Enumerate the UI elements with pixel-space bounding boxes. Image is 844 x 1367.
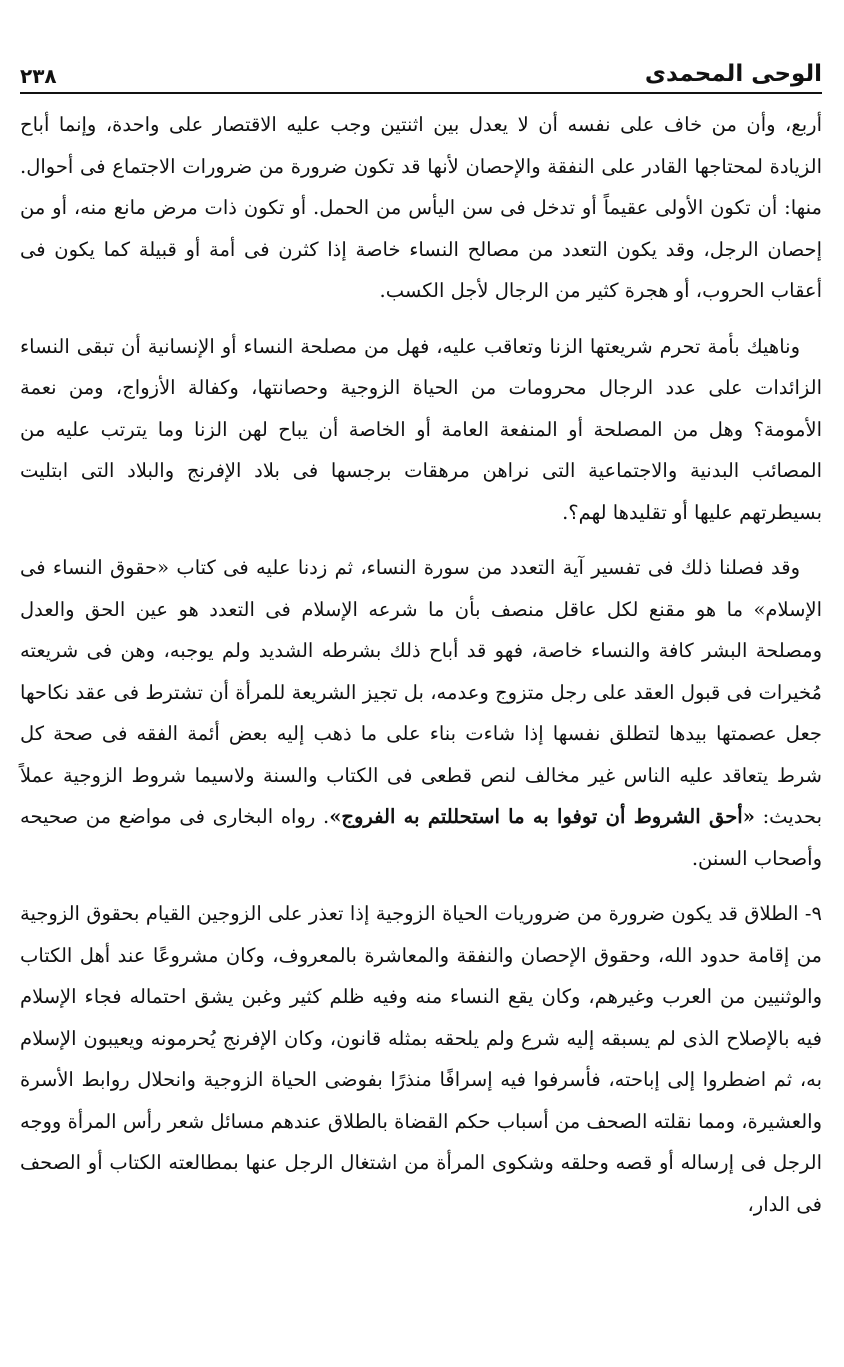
- paragraph-3: [20, 547, 822, 879]
- paragraph-3-text: وقد فصلنا ذلك فى تفسير آية التعدد من سورة النساء، ثم زدنا عليه فى كتاب «حقوق النساء فى الإسلام» ما هو مقنع لكل عاقل منصف بأن ما شرعه الإسلام فى التعدد هو عين الحق والعدل ومصلحة البشر كافة والنساء خاصة، فهو قد أباح ذلك بشرطه الشديد ولم يوجبه، وهن فى شريعته مُخيرات فى قبول العقد على رجل متزوج وعدمه، بل تجيز الشريعة للمرأة أن تشترط فى عقد نكاحها جعل عصمتها بيدها لتطلق نفسها إذا شاءت بناء على ما ذهب إليه بعض أئمة الفقه فى صحة كل شرط يتعاقد عليه الناس غير مخالف لنص قطعى فى الكتاب والسنة ولاسيما شروط الزوجية عملاً بحديث:: [20, 556, 822, 828]
- page-body: [20, 94, 822, 1225]
- hadith-quote: «أحق الشروط أن توفوا به ما استحللتم به الفروج»: [329, 805, 755, 828]
- paragraph-3-citation: . رواه البخارى فى مواضع من صحيحه وأصحاب السنن.: [20, 805, 822, 870]
- running-title: الوحى المحمدى: [644, 61, 822, 87]
- paragraph-1: أربع، وأن من خاف على نفسه أن لا يعدل بين اثنتين وجب عليه الاقتصار على واحدة، وإنما أباح الزيادة لمحتاجها القادر على النفقة والإحصان لأنها قد تكون ضرورة من ضرورات الاجتماع فى أحوال. منها: أن تكون الأولى عقيماً أو تدخل فى سن اليأس من الحمل. أو تكون ذات مرض مانع منه، أو من إحصان الرجل، وقد يكون التعدد من مصالح النساء خاصة إذا كثرن فى أمة أو قبيلة كما يكون فى أعقاب الحروب، أو هجرة كثير من الرجال لأجل الكسب.: [20, 113, 822, 302]
- page-number: ٢٣٨: [20, 64, 57, 88]
- paragraph-2: وناهيك بأمة تحرم شريعتها الزنا وتعاقب عليه، فهل من مصلحة النساء أو الإنسانية أن تبقى النساء الزائدات على عدد الرجال محرومات من الحياة الزوجية وحصانتها، وكفالة الأزواج، ومن نعمة الأمومة؟ وهل من المصلحة أو المنفعة العامة أو الخاصة أن يباح لهن الزنا وما يترتب عليه من المصائب البدنية والاجتماعية التى نراهن مرهقات برجسها فى بلاد الإفرنج والبلاد التى ابتليت بسيطرتهم عليها أو تقليدها لهم؟.: [20, 334, 822, 524]
- page-header: [20, 48, 822, 94]
- paragraph-4: ٩- الطلاق قد يكون ضرورة من ضروريات الحياة الزوجية إذا تعذر على الزوجين القيام بحقوق الزوجية من إقامة حدود الله، وحقوق الإحصان والنفقة والمعاشرة بالمعروف، وكان مشروعًا عند أهل الكتاب والوثنيين من العرب وغيرهم، وكان يقع النساء منه وفيه ظلم كثير وغبن يشق احتماله فجاء الإسلام فيه بالإصلاح الذى لم يسبقه إليه شرع ولم يلحقه بمثله قانون، وكان الإفرنج يُحرمونه ويعيبون الإسلام به، ثم اضطروا إلى إباحته، فأسرفوا فيه إسرافًا منذرًا بفوضى الحياة الزوجية وانحلال روابط الأسرة والعشيرة، ومما نقلته الصحف من أسباب حكم القضاة بالطلاق عندهم مسائل شعر رأس المرأة ووجه الرجل فى إرساله أو قصه وحلقه وشكوى المرأة من اشتغال الرجل عنها بمطالعته الكتاب أو الصحف فى الدار،: [20, 902, 822, 1216]
- book-page: [20, 48, 822, 1328]
